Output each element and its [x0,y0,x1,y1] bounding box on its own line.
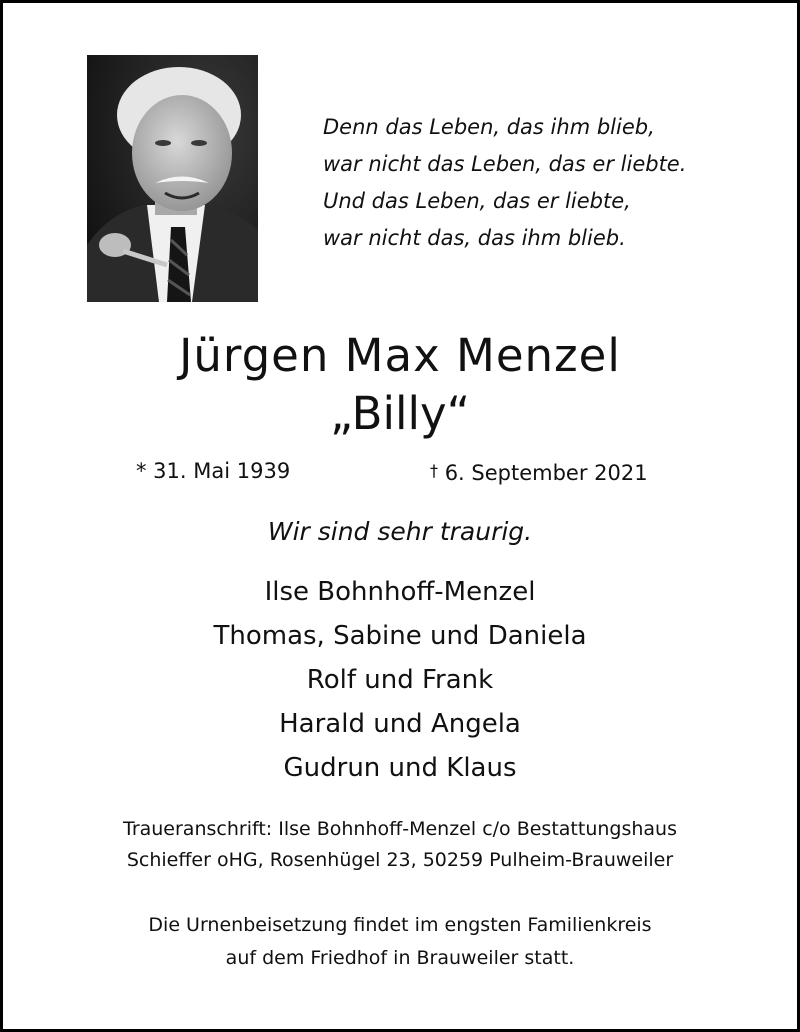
deceased-name: Jürgen Max Menzel [179,329,621,382]
family-list [3,570,797,790]
address-line: Traueranschrift: Ilse Bohnhoff-Menzel c/o Bestattungshaus [123,818,677,840]
birth-date: * 31. Mai 1939 [136,459,291,483]
poem-line: war nicht das, das ihm blieb. [323,226,626,250]
poem-line: Denn das Leben, das ihm blieb, [323,115,655,139]
poem-line: Und das Leben, das er liebte, [323,189,631,213]
burial-line: Die Urnenbeisetzung findet im engsten Familienkreis [148,914,652,936]
burial-line: auf dem Friedhof in Brauweiler statt. [225,947,575,969]
dagger-icon: † [430,461,438,480]
death-date-line [430,457,648,487]
poem-quote [323,109,686,257]
portrait-image [87,55,258,302]
family-member: Gudrun und Klaus [283,753,517,783]
burial-notice [3,909,797,975]
death-date: 6. September 2021 [444,461,648,485]
family-member: Harald und Angela [279,709,521,739]
family-member: Rolf und Frank [306,665,494,695]
family-member: Thomas, Sabine und Daniela [213,621,587,651]
deceased-nickname: „Billy“ [329,387,471,440]
address-line: Schieffer oHG, Rosenhügel 23, 50259 Pulheim-Brauweiler [126,849,674,871]
mourning-message: Wir sind sehr traurig. [267,517,533,546]
portrait-photo [87,55,258,302]
mourning-address [3,814,797,876]
family-member: Ilse Bohnhoff-Menzel [264,577,536,607]
poem-line: war nicht das Leben, das er liebte. [323,152,687,176]
